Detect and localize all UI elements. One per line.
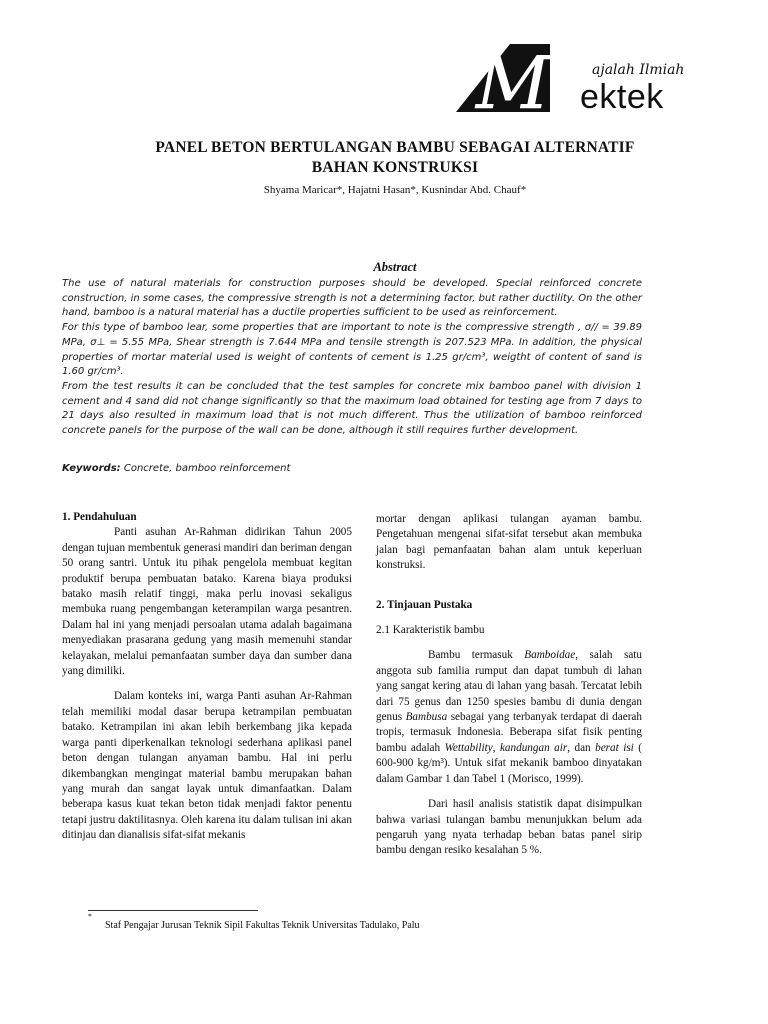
italic-term: berat isi	[595, 741, 634, 754]
abstract-paragraph: From the test results it can be concluded that the test samples for concrete mix bamboo panel with division 1 cement and 4 sand did not change significantly so that the maximum load obtained for testing age from 7 days to 21 days also resulted in maximum load that is not much different. Thus the utilization of bamboo reinforced concrete panels for the purpose of the wall can be done, although it still requires further development.	[62, 380, 642, 437]
abstract-heading: Abstract	[373, 260, 417, 274]
left-column	[62, 510, 352, 844]
keywords-text: Concrete, bamboo reinforcement	[123, 463, 291, 474]
italic-term: Wettability	[444, 741, 493, 754]
footnote-rule	[88, 910, 258, 911]
subsection-heading: 2.1 Karakteristik bambu	[376, 624, 485, 637]
section-heading-pendahuluan: 1. Pendahuluan	[62, 511, 137, 523]
paper-title-line-1: PANEL BETON BERTULANGAN BAMBU SEBAGAI ALTERNATIF	[155, 139, 635, 156]
body-paragraph: Dalam konteks ini, warga Panti asuhan Ar-Rahman telah memiliki modal dasar berupa ketrampilan pembuatan batako. Ketrampilan ini akan lebih berkembang jika kepada warga panti diperkenalkan teknologi sederhana aplikasi panel beton dengan tulangan anyaman bambu. Hal ini perlu dikembangkan mengingat material bambu merupakan bahan yang murah dan sangat layak untuk dimanfaatkan. Dalam beberapa kasus kuat tekan beton tidak menjadi faktor penentu tetapi justru daktilitasnya. Oleh karena itu dalam tulisan ini akan ditinjau dan dianalisis sifat-sifat mekanis	[62, 690, 352, 842]
logo-subtitle: ajalah Ilmiah	[592, 62, 685, 78]
keywords-label: Keywords:	[62, 463, 121, 474]
right-column	[376, 512, 642, 859]
footnote-text: Staf Pengajar Jurusan Teknik Sipil Fakultas Teknik Universitas Tadulako, Palu	[105, 920, 420, 931]
paper-authors: Shyama Maricar*, Hajatni Hasan*, Kusnindar Abd. Chauf*	[263, 184, 527, 196]
body-paragraph: Bambu termasuk Bamboidae, salah satu anggota sub familia rumput dan dapat tumbuh di lahan yang sangat kering atau di lahan yang basah. Tercatat lebih dari 75 genus dan 1250 spesies bambu di dunia dengan genus Bambusa sebagai yang terbanyak terdapat di daerah tropis, termasuk Indonesia. Beberapa sifat fisik penting bambu adalah Wettability, kandungan air, dan berat isi ( 600-900 kg/m³). Untuk sifat mekanik bamboo dinyatakan dalam Gambar 1 dan Tabel 1 (Morisco, 1999).	[376, 649, 643, 785]
footnote-marker: *	[88, 912, 92, 921]
body-paragraph: Dari hasil analisis statistik dapat disimpulkan bahwa variasi tulangan bambu menunjukkan belum ada pengaruh yang nyata terhadap beban batas panel sirip bambu dengan resiko kesalahan 5 %.	[376, 798, 642, 857]
paper-title-line-2: BAHAN KONSTRUKSI	[311, 159, 479, 176]
journal-logo	[452, 40, 685, 120]
italic-term: kandungan air	[499, 741, 568, 754]
italic-term: Bamboidae	[524, 649, 576, 662]
paper-title	[110, 138, 680, 178]
section-heading-tinjauan-pustaka: 2. Tinjauan Pustaka	[376, 598, 473, 611]
logo-title: ektek	[580, 78, 664, 116]
abstract-paragraph: The use of natural materials for construction purposes should be developed. Special reinforced concrete construction, in some cases, the compressive strength is not a determining factor, but rather ductility. On the other hand, bamboo is a natural material has a ductile properties sufficient to be used as reinforcement.	[62, 278, 642, 319]
body-paragraph: mortar dengan aplikasi tulangan ayaman bambu. Pengetahuan mengenai sifat-sifat tersebut akan membuka jalan bagi pemanfaatan bahan alam untuk keperluan konstruksi.	[376, 513, 642, 572]
keywords	[62, 463, 642, 474]
logo-letter: M	[476, 41, 550, 120]
abstract-paragraph: For this type of bamboo lear, some properties that are important to note is the compressive strength , σ// = 39.89 MPa, σ⊥ = 5.55 MPa, Shear strength is 7.644 MPa and tensile strength is 207.523 MPa. In addition, the physical properties of mortar material used is weight of contents of cement is 1.25 gr/cm³, weigtht of content of sand is 1.60 gr/cm³.	[62, 322, 642, 378]
abstract-body	[62, 277, 642, 439]
italic-term: Bambusa	[405, 711, 448, 724]
body-paragraph: Panti asuhan Ar-Rahman didirikan Tahun 2005 dengan tujuan membentuk generasi mandiri dan beriman dengan 50 orang santri. Untuk itu pihak pengelola membuat kegitan produktif berupa pembuatan batako. Karena biaya produksi batako masih relatif tinggi, maka perlu inovasi sekaligus membuka ruang pengembangan keterampilan warga pesantren. Dalam hal ini yang menjadi persoalan utama adalah bagaimana menyediakan prasarana gedung yang masih memenuhi standar kelayakan, melalui pemanfaatan sumber daya dan sumber dana yang dimiliki.	[62, 526, 352, 678]
